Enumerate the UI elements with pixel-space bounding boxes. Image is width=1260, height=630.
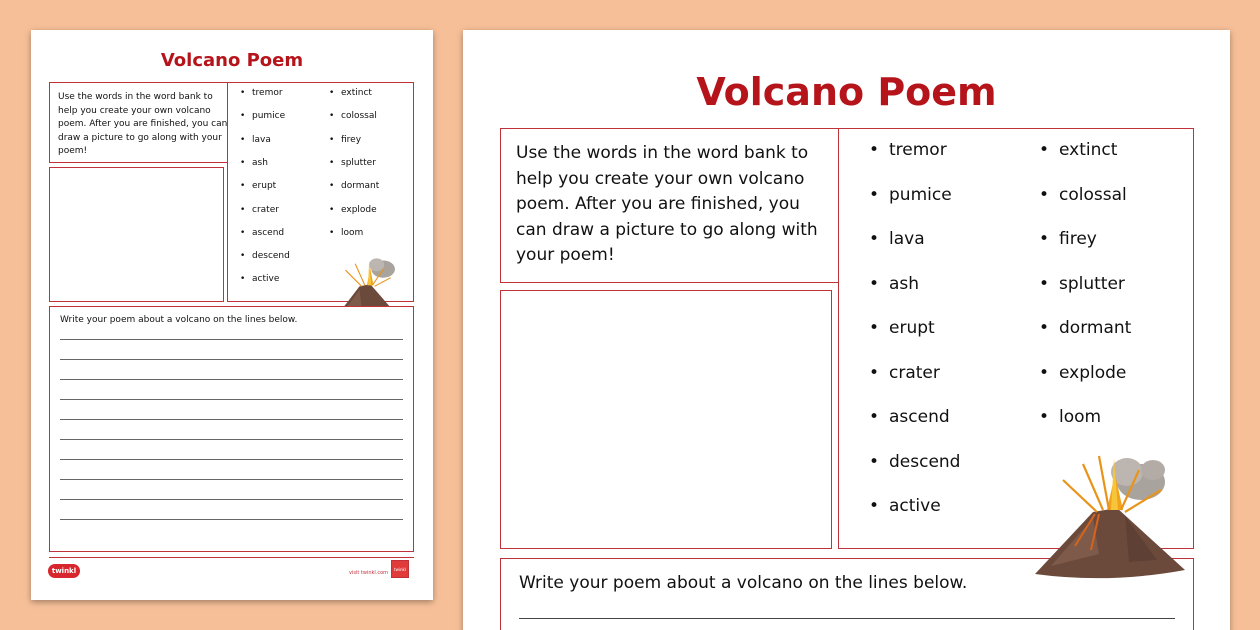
instructions-box [49, 82, 231, 163]
word-bank-item [1039, 185, 1127, 205]
word-bank-item [869, 452, 960, 472]
word-bank-word: splutter [1059, 273, 1125, 294]
volcano-icon [1035, 456, 1185, 578]
bullet-icon: • [869, 362, 880, 383]
word-bank-item [869, 318, 935, 338]
word-bank-box [227, 82, 414, 302]
word-bank-word: explode [341, 204, 377, 215]
instructions-text: Use the words in the word bank to help you create your own volcano poem. After you are finished, you can draw a picture to go along with your poem! [58, 92, 228, 156]
drawing-box [500, 290, 832, 549]
footer-badge: twinkl [391, 560, 409, 578]
word-bank-word: splutter [341, 157, 376, 168]
word-bank-word: tremor [889, 140, 947, 160]
bullet-icon: • [329, 204, 335, 215]
writing-line [60, 379, 403, 380]
word-bank-item [240, 111, 285, 121]
writing-line [60, 519, 403, 520]
word-bank-item [240, 88, 283, 98]
bullet-icon: • [329, 134, 335, 145]
word-bank-item [1039, 363, 1126, 383]
word-bank-item [329, 111, 377, 121]
word-bank-item [329, 158, 376, 168]
writing-line [60, 359, 403, 360]
bullet-icon: • [240, 204, 246, 215]
word-bank-item [869, 407, 950, 427]
bullet-icon: • [869, 451, 880, 472]
word-bank-word: lava [252, 134, 271, 145]
word-bank-word: pumice [252, 111, 286, 122]
bullet-icon: • [329, 227, 335, 238]
word-bank-word: colossal [341, 111, 377, 122]
word-bank-word: dormant [341, 181, 380, 192]
word-bank-word: loom [1059, 407, 1102, 427]
footer-url: visit twinkl.com [349, 570, 389, 576]
bullet-icon: • [240, 274, 246, 285]
bullet-icon: • [240, 134, 246, 145]
word-bank-word: tremor [252, 88, 283, 98]
bullet-icon: • [869, 184, 880, 205]
word-bank-word: descend [889, 451, 961, 472]
bullet-icon: • [869, 407, 880, 427]
volcano-illustration [1029, 450, 1189, 580]
bullet-icon: • [1039, 362, 1050, 383]
writing-line [60, 439, 403, 440]
poem-box [49, 306, 414, 552]
bullet-icon: • [240, 157, 246, 168]
bullet-icon: • [869, 229, 880, 249]
word-bank-word: explode [1059, 362, 1127, 383]
instructions-box [500, 128, 840, 283]
word-bank-word: crater [889, 362, 940, 383]
word-bank-item [329, 181, 379, 191]
word-bank-item [240, 228, 284, 238]
bullet-icon: • [1039, 407, 1050, 427]
bullet-icon: • [240, 181, 246, 192]
worksheet-title: Volcano Poem [696, 70, 997, 114]
word-bank-item [329, 205, 377, 215]
word-bank-item [329, 135, 361, 145]
word-bank-item [869, 229, 925, 249]
word-bank-word: crater [252, 204, 279, 215]
word-bank-word: loom [341, 227, 364, 238]
word-bank-word: ash [252, 157, 268, 168]
word-bank-word: extinct [341, 88, 372, 98]
word-bank-item [869, 363, 940, 383]
word-bank-item [1039, 229, 1097, 249]
bullet-icon: • [869, 496, 880, 516]
word-bank-word: descend [252, 251, 290, 262]
bullet-icon: • [240, 88, 246, 98]
bullet-icon: • [869, 273, 880, 294]
word-bank-word: active [252, 274, 280, 285]
worksheet-preview [463, 30, 1230, 630]
word-bank-word: extinct [1059, 140, 1118, 160]
writing-line [60, 399, 403, 400]
word-bank-item [240, 181, 276, 191]
word-bank-item [1039, 274, 1125, 294]
poem-prompt: Write your poem about a volcano on the lines below. [519, 573, 968, 593]
bullet-icon: • [329, 111, 335, 122]
word-bank-word: dormant [1059, 318, 1132, 338]
word-bank-item [869, 185, 952, 205]
word-bank-word: ascend [889, 407, 950, 427]
bullet-icon: • [240, 227, 246, 238]
bullet-icon: • [1039, 184, 1050, 205]
bullet-icon: • [1039, 318, 1050, 338]
drawing-box [49, 167, 224, 302]
word-bank-item [329, 228, 363, 238]
word-bank-item [240, 251, 290, 261]
bullet-icon: • [1039, 140, 1050, 160]
bullet-icon: • [1039, 273, 1050, 294]
word-bank-item [240, 205, 279, 215]
word-bank-word: erupt [889, 318, 935, 338]
writing-line [60, 419, 403, 420]
word-bank-item [869, 496, 941, 516]
word-bank-word: pumice [889, 184, 952, 205]
word-bank-item [240, 135, 271, 145]
writing-line [519, 618, 1175, 619]
word-bank-item [1039, 140, 1117, 160]
worksheet-title: Volcano Poem [160, 50, 304, 71]
word-bank-item [240, 274, 279, 284]
word-bank-item [1039, 407, 1101, 427]
word-bank-item [869, 140, 947, 160]
word-bank-item [1039, 318, 1131, 338]
word-bank-word: ascend [252, 227, 285, 238]
bullet-icon: • [240, 251, 246, 262]
bullet-icon: • [1039, 229, 1050, 249]
bullet-icon: • [240, 111, 246, 122]
bullet-icon: • [869, 318, 880, 338]
writing-line [60, 459, 403, 460]
bullet-icon: • [329, 88, 335, 98]
worksheet-thumbnail [31, 30, 433, 600]
word-bank-word: colossal [1059, 184, 1127, 205]
word-bank-word: ash [889, 273, 920, 294]
writing-line [60, 499, 403, 500]
word-bank-item [240, 158, 268, 168]
twinkl-logo: twinkl [48, 564, 80, 578]
word-bank-word: firey [341, 134, 362, 145]
bullet-icon: • [329, 157, 335, 168]
word-bank-word: lava [889, 229, 925, 249]
word-bank-item [869, 274, 919, 294]
word-bank-item [329, 88, 372, 98]
bullet-icon: • [329, 181, 335, 192]
writing-line [60, 339, 403, 340]
word-bank-word: erupt [252, 181, 277, 192]
bullet-icon: • [869, 140, 880, 160]
writing-line [60, 479, 403, 480]
instructions-text: Use the words in the word bank to help you create your own volcano poem. After you are finished, you can draw a picture to go along with your poem! [516, 143, 818, 265]
footer-divider [49, 557, 414, 558]
word-bank-word: firey [1059, 229, 1097, 249]
word-bank-word: active [889, 496, 941, 516]
poem-prompt: Write your poem about a volcano on the lines below. [60, 315, 298, 325]
